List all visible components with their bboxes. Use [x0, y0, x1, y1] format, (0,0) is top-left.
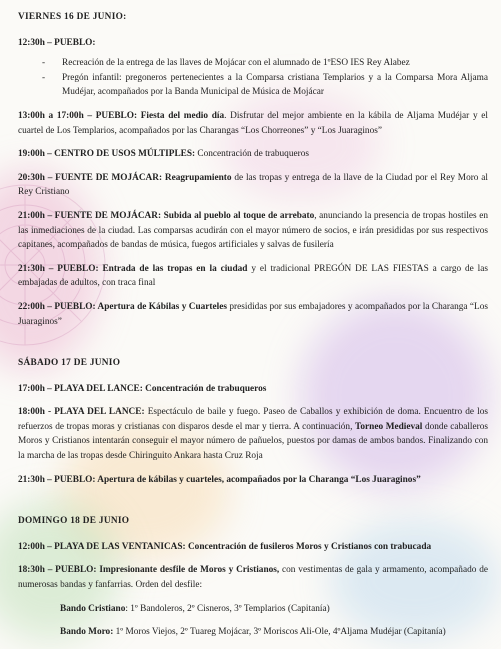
- dash-bullet: -: [42, 72, 46, 83]
- section-spacer: [18, 496, 488, 514]
- schedule-page: [18, 10, 488, 649]
- event-entry: 22:00h – PUEBLO: Apertura de Kábilas y Cuarteles presididas por sus embajadores y acompañados por la Charanga “Los Juaraginos”: [18, 301, 488, 327]
- dash-bullet: -: [42, 58, 46, 69]
- list-item: - Recreación de la entrega de las llaves de Mojácar con el alumnado de 1ºESO IES Rey Alabez: [18, 56, 488, 71]
- event-entry: 18:30h – PUEBLO: Impresionante desfile de Moros y Cristianos, con vestimentas de gala y armamento, acompañado de numerosas bandas y fanfarrias. Orden del desfile:: [18, 565, 488, 591]
- event-entry: 12:00h – PLAYA DE LAS VENTANICAS: Concentración de fusileros Moros y Cristianos con trabucada: [18, 541, 432, 552]
- event-entry: 17:00h – PLAYA DEL LANCE: Concentración de trabuqueros: [18, 383, 267, 394]
- list-item: - Pregón infantil: pregoneros pertenecientes a la Comparsa cristiana Templarios y a la Comparsa Mora Aljama Mudéjar, acompañados por la Banda Municipal de Música de Mojácar: [42, 72, 488, 98]
- event-entry: 18:00h - PLAYA DEL LANCE: Espectáculo de baile y fuego. Paseo de Caballos y exhibición de doma. Encuentro de los refuerzos de tropas moras y cristianas con disparos desde el mar y tierra. A continuación, Torneo Medieval donde caballeros Moros y Cristianos intentarán conseguir el mayor número de pañuelos, puestos por damas de ambos bandos. Finalizando con la marcha de las tropas desde Chiringuito Ankara hasta Cruz Roja: [18, 407, 489, 462]
- event-entry: 21:30h – PUEBLO: Apertura de kábilas y cuarteles, acompañados por la Charanga “Los Juaraginos”: [18, 474, 421, 485]
- event-entry: 19:00h – CENTRO DE USOS MÚLTIPLES: Concentración de trabuqueros: [18, 149, 309, 160]
- event-bullet-list: [18, 56, 488, 100]
- section-spacer: [18, 338, 488, 356]
- day-heading-friday: VIERNES 16 DE JUNIO:: [18, 12, 127, 22]
- parade-order-christian: Bando Cristiano: 1º Bandoleros, 2º Cisneros, 3º Templarios (Capitanía): [60, 603, 330, 614]
- event-entry: 20:30h – FUENTE DE MOJÁCAR: Reagrupamiento de las tropas y entrega de la llave de la Ciudad por el Rey Moro al Rey Cristiano: [18, 172, 489, 198]
- day-heading-sunday: DOMINGO 18 DE JUNIO: [18, 516, 130, 527]
- event-entry: 13:00h a 17:00h – PUEBLO: Fiesta del medio día. Disfrutar del mejor ambiente en la kábila de Aljama Mudéjar y el cuartel de Los Templarios, acompañados por las Charangas “Los Chorreones” y “Los Juaraginos”: [18, 110, 488, 136]
- parade-order-moorish: Bando Moro: 1º Moros Viejos, 2º Tuareg Mojácar, 3º Moriscos Ali-Ole, 4ºAljama Mudéjar (Capitanía): [60, 627, 446, 638]
- event-time: 12:30h – PUEBLO:: [18, 37, 96, 48]
- event-entry: 21:00h – FUENTE DE MOJÁCAR: Subida al pueblo al toque de arrebato, anunciando la presencia de tropas hostiles en las inmediaciones de la ciudad. Las comparsas acudirán con el mayor número de socios, e irán presididas por sus respectivos capitanes, acompañados de bandas de música, fuegos artificiales y salvas de fusilería: [18, 210, 488, 251]
- event-entry: 21:30h – PUEBLO: Entrada de las tropas en la ciudad y el tradicional PREGÓN DE LAS FIESTAS a cargo de las embajadas de adultos, con traca final: [18, 263, 489, 289]
- day-heading-saturday: SÁBADO 17 DE JUNIO: [18, 358, 121, 369]
